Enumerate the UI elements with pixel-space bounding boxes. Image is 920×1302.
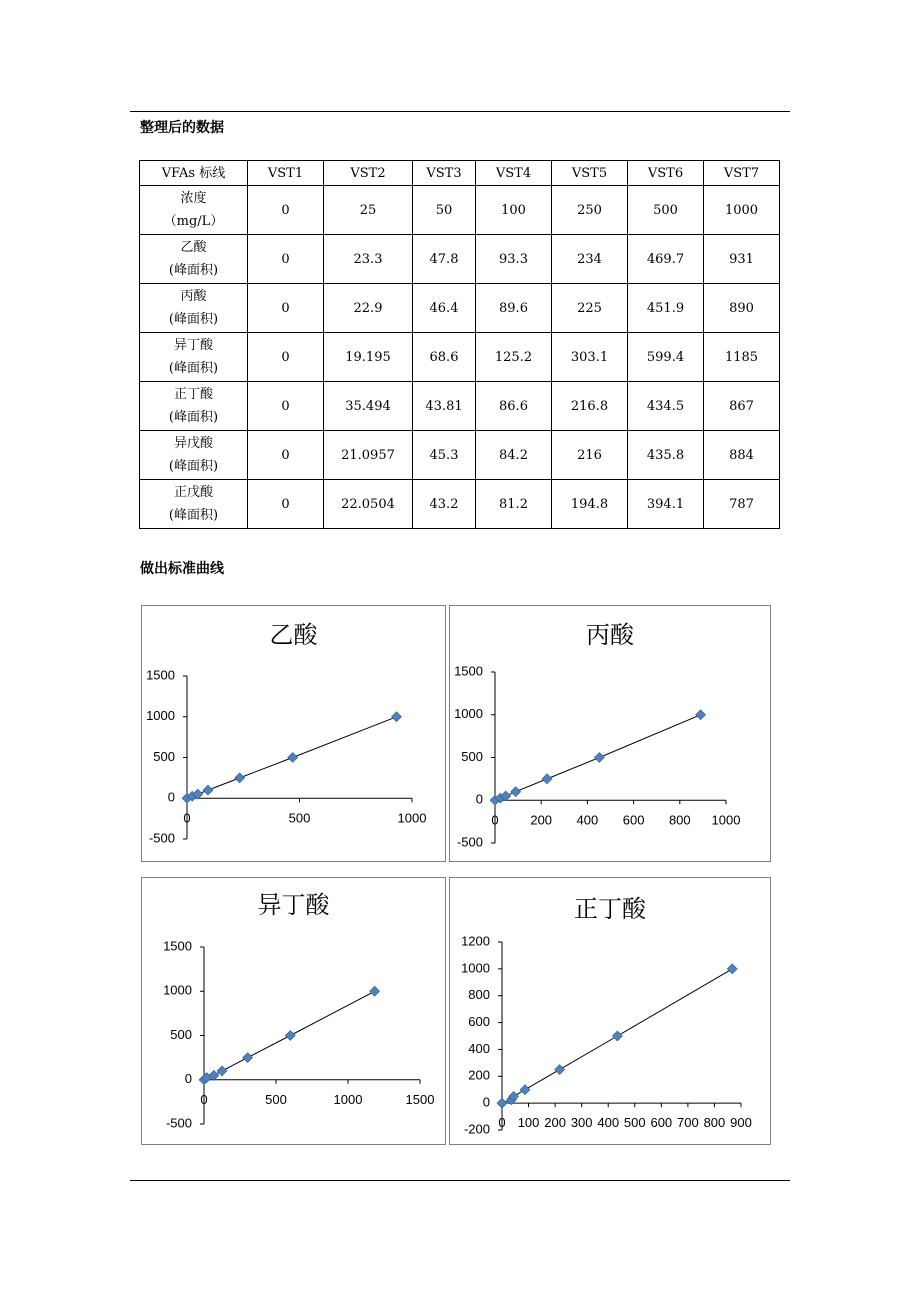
value-cell: 35.494 xyxy=(324,382,413,431)
x-tick-label: 200 xyxy=(544,1115,566,1131)
data-point xyxy=(612,1031,622,1041)
row-unit: (峰面积) xyxy=(168,263,219,278)
y-tick-label: 500 xyxy=(170,1026,192,1042)
data-section-heading: 整理后的数据 xyxy=(140,120,224,136)
value-cell: 45.3 xyxy=(413,431,476,480)
header-cell: VST2 xyxy=(324,161,413,186)
row-name: 异丁酸 xyxy=(173,338,213,353)
y-tick-label: 0 xyxy=(475,791,483,807)
x-tick-label: 600 xyxy=(650,1115,673,1131)
row-name-cell xyxy=(140,235,248,284)
chart-isobutyric-acid xyxy=(141,877,446,1145)
y-tick-label: 0 xyxy=(167,789,175,805)
value-cell: 19.195 xyxy=(324,333,413,382)
y-tick-label: -200 xyxy=(463,1121,490,1137)
x-tick-label: 0 xyxy=(200,1091,208,1107)
value-cell: 884 xyxy=(704,431,780,480)
table-row xyxy=(140,186,780,235)
data-point xyxy=(497,1098,507,1108)
value-cell: 225 xyxy=(552,284,628,333)
data-point xyxy=(235,773,245,783)
data-point xyxy=(555,1065,565,1075)
y-tick-label: 1000 xyxy=(163,982,192,998)
x-tick-label: 1000 xyxy=(397,810,427,826)
value-cell: 216 xyxy=(552,431,628,480)
value-cell: 0 xyxy=(248,382,324,431)
chart-title: 异丁酸 xyxy=(257,891,330,919)
row-name-cell xyxy=(140,186,248,235)
row-name-cell xyxy=(140,333,248,382)
data-point xyxy=(203,785,213,795)
value-cell: 86.6 xyxy=(476,382,552,431)
x-tick-label: 0 xyxy=(183,810,191,826)
value-cell: 93.3 xyxy=(476,235,552,284)
x-tick-label: 100 xyxy=(517,1115,540,1131)
y-tick-label: 200 xyxy=(468,1067,490,1083)
y-tick-label: 1500 xyxy=(163,938,192,954)
y-tick-label: 600 xyxy=(468,1014,490,1030)
y-tick-label: -500 xyxy=(148,830,175,846)
chart-svg-acetic xyxy=(142,606,445,861)
value-cell: 469.7 xyxy=(628,235,704,284)
value-cell: 21.0957 xyxy=(324,431,413,480)
value-cell: 0 xyxy=(248,284,324,333)
x-tick-label: 1000 xyxy=(711,812,741,828)
value-cell: 599.4 xyxy=(628,333,704,382)
data-point xyxy=(391,712,401,722)
value-cell: 43.81 xyxy=(413,382,476,431)
value-cell: 25 xyxy=(324,186,413,235)
row-unit: （mg/L） xyxy=(163,214,224,229)
table-row xyxy=(140,333,780,382)
data-point xyxy=(696,710,706,720)
x-tick-label: 1500 xyxy=(405,1091,435,1107)
data-point xyxy=(370,986,380,996)
value-cell: 303.1 xyxy=(552,333,628,382)
value-cell: 0 xyxy=(248,186,324,235)
value-cell: 22.0504 xyxy=(324,480,413,529)
value-cell: 0 xyxy=(248,333,324,382)
row-name-cell xyxy=(140,382,248,431)
value-cell: 0 xyxy=(248,431,324,480)
x-tick-label: 600 xyxy=(622,812,645,828)
vfa-data-table xyxy=(139,160,780,529)
data-point xyxy=(243,1053,253,1063)
data-point xyxy=(217,1066,227,1076)
y-tick-label: 0 xyxy=(184,1071,192,1087)
y-tick-label: 500 xyxy=(153,748,175,764)
value-cell: 451.9 xyxy=(628,284,704,333)
row-unit: (峰面积) xyxy=(168,459,219,474)
x-tick-label: 400 xyxy=(597,1115,620,1131)
value-cell: 234 xyxy=(552,235,628,284)
x-tick-label: 800 xyxy=(668,812,691,828)
y-tick-label: -500 xyxy=(165,1115,192,1131)
value-cell: 787 xyxy=(704,480,780,529)
row-unit: (峰面积) xyxy=(168,361,219,376)
table-row xyxy=(140,382,780,431)
chart-svg-isobutyric xyxy=(142,878,445,1144)
chart-acetic-acid xyxy=(141,605,446,862)
y-tick-label: 1500 xyxy=(454,663,483,679)
chart-butyric-acid xyxy=(449,877,771,1145)
row-name: 浓度 xyxy=(180,191,207,206)
data-point xyxy=(285,1031,295,1041)
value-cell: 43.2 xyxy=(413,480,476,529)
y-tick-label: 1000 xyxy=(461,960,490,976)
header-cell: VFAs 标线 xyxy=(140,161,248,186)
table-row xyxy=(140,480,780,529)
y-tick-label: 1200 xyxy=(461,933,490,949)
x-tick-label: 400 xyxy=(576,812,599,828)
data-point xyxy=(727,964,737,974)
x-tick-label: 200 xyxy=(530,812,553,828)
chart-svg-propionic xyxy=(450,606,770,861)
chart-title: 丙酸 xyxy=(586,621,634,649)
value-cell: 0 xyxy=(248,480,324,529)
x-tick-label: 500 xyxy=(288,810,311,826)
row-unit: (峰面积) xyxy=(168,312,219,327)
top-rule xyxy=(130,111,790,112)
x-tick-label: 1000 xyxy=(333,1091,363,1107)
value-cell: 867 xyxy=(704,382,780,431)
data-point xyxy=(511,787,521,797)
value-cell: 68.6 xyxy=(413,333,476,382)
value-cell: 434.5 xyxy=(628,382,704,431)
value-cell: 22.9 xyxy=(324,284,413,333)
data-point xyxy=(288,753,298,763)
header-cell: VST3 xyxy=(413,161,476,186)
row-unit: (峰面积) xyxy=(168,508,219,523)
chart-svg-butyric xyxy=(450,878,770,1144)
y-tick-label: 0 xyxy=(482,1094,490,1110)
row-unit: (峰面积) xyxy=(168,410,219,425)
row-name-cell xyxy=(140,480,248,529)
row-name: 乙酸 xyxy=(180,240,207,255)
header-cell: VST4 xyxy=(476,161,552,186)
x-tick-label: 900 xyxy=(730,1115,752,1131)
y-tick-label: 500 xyxy=(461,748,483,764)
value-cell: 125.2 xyxy=(476,333,552,382)
header-cell: VST1 xyxy=(248,161,324,186)
value-cell: 1000 xyxy=(704,186,780,235)
value-cell: 250 xyxy=(552,186,628,235)
value-cell: 194.8 xyxy=(552,480,628,529)
x-tick-label: 500 xyxy=(623,1115,646,1131)
y-tick-label: 1000 xyxy=(146,708,175,724)
table-row xyxy=(140,284,780,333)
x-tick-label: 800 xyxy=(703,1115,726,1131)
value-cell: 46.4 xyxy=(413,284,476,333)
value-cell: 931 xyxy=(704,235,780,284)
value-cell: 100 xyxy=(476,186,552,235)
row-name: 正丁酸 xyxy=(173,387,213,402)
chart-title: 正丁酸 xyxy=(574,895,646,923)
chart-title: 乙酸 xyxy=(269,621,318,649)
y-tick-label: -500 xyxy=(456,834,483,850)
row-name: 异戊酸 xyxy=(173,436,213,451)
table-row xyxy=(140,235,780,284)
value-cell: 47.8 xyxy=(413,235,476,284)
value-cell: 890 xyxy=(704,284,780,333)
data-point xyxy=(520,1085,530,1095)
x-tick-label: 700 xyxy=(677,1115,699,1131)
header-cell: VST7 xyxy=(704,161,780,186)
row-name-cell xyxy=(140,284,248,333)
value-cell: 89.6 xyxy=(476,284,552,333)
row-name: 丙酸 xyxy=(180,289,207,304)
table-header-row xyxy=(140,161,780,186)
value-cell: 50 xyxy=(413,186,476,235)
value-cell: 500 xyxy=(628,186,704,235)
x-tick-label: 0 xyxy=(498,1115,506,1131)
data-point xyxy=(594,753,604,763)
value-cell: 81.2 xyxy=(476,480,552,529)
header-cell: VST6 xyxy=(628,161,704,186)
value-cell: 394.1 xyxy=(628,480,704,529)
x-tick-label: 500 xyxy=(265,1091,287,1107)
value-cell: 435.8 xyxy=(628,431,704,480)
y-tick-label: 1500 xyxy=(146,667,175,683)
value-cell: 1185 xyxy=(704,333,780,382)
data-point xyxy=(542,774,552,784)
chart-propionic-acid xyxy=(449,605,771,862)
x-tick-label: 300 xyxy=(570,1115,593,1131)
value-cell: 23.3 xyxy=(324,235,413,284)
value-cell: 84.2 xyxy=(476,431,552,480)
x-tick-label: 0 xyxy=(491,812,499,828)
row-name-cell xyxy=(140,431,248,480)
value-cell: 0 xyxy=(248,235,324,284)
table-row xyxy=(140,431,780,480)
header-cell: VST5 xyxy=(552,161,628,186)
y-tick-label: 400 xyxy=(468,1040,490,1056)
row-name: 正戊酸 xyxy=(173,485,213,500)
y-tick-label: 800 xyxy=(468,987,490,1003)
value-cell: 216.8 xyxy=(552,382,628,431)
y-tick-label: 1000 xyxy=(454,706,483,722)
curve-section-heading: 做出标准曲线 xyxy=(140,561,224,577)
bottom-rule xyxy=(130,1180,790,1181)
